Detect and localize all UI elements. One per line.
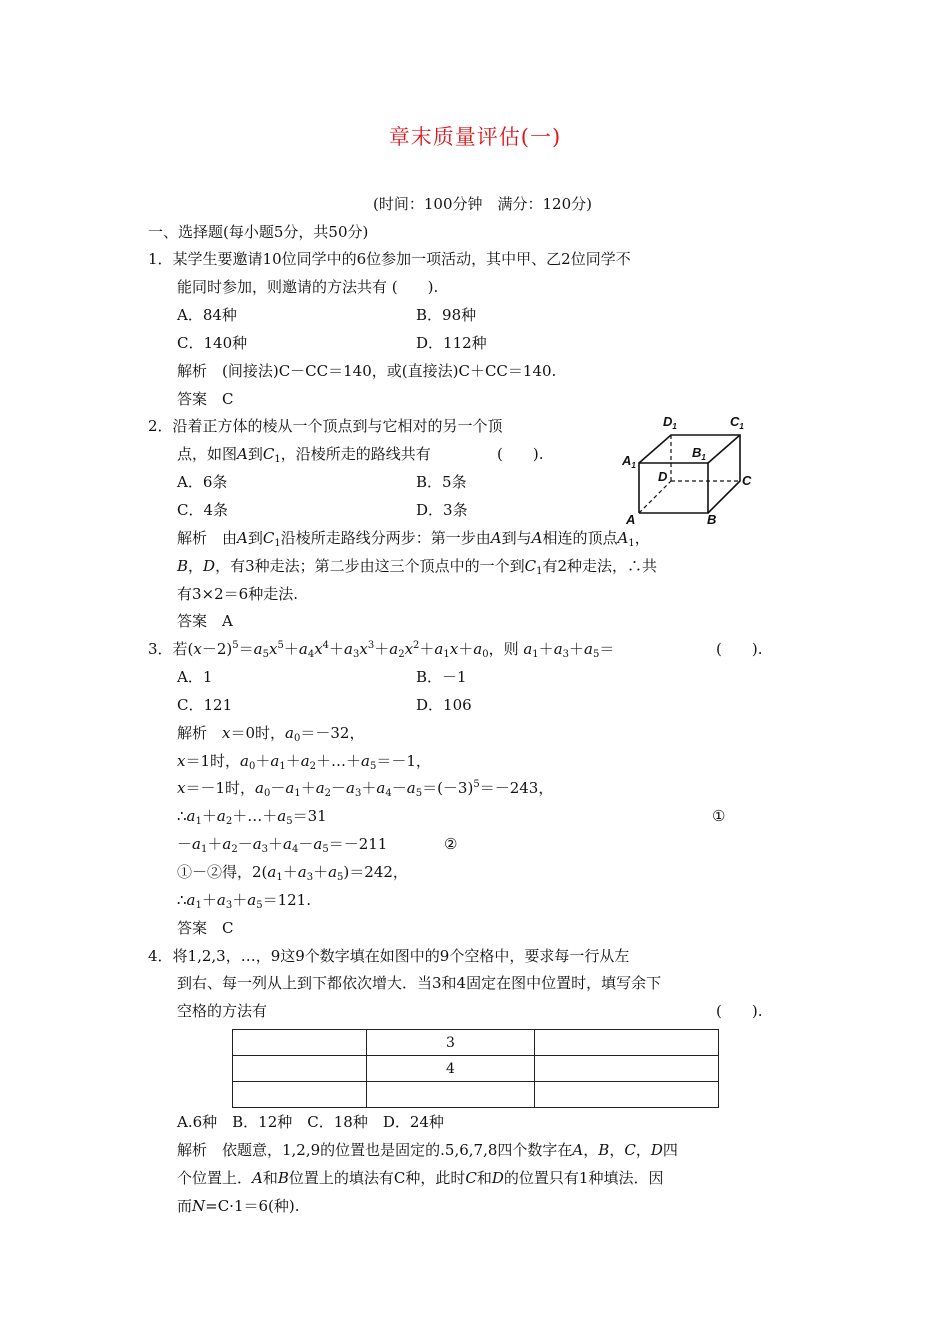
q3-answer-paren: ( ). [716, 640, 763, 658]
q3-analysis-line7: $\therefore a_1+a_3+a_5=121$. [177, 891, 311, 911]
q3-analysis-line2: x＝1时，$a_0+a_1+a_2+\dots+a_5=-1$， [177, 752, 431, 772]
q4-analysis-line1: 解析 依题意，1,2,9的位置也是固定的.5,6,7,8四个数字在A，B，C，D四 [177, 1141, 678, 1159]
q3-analysis-line3: x＝－1时，$a_0-a_1+a_2-a_3+a_4-a_5=(-3)^5=-243$， [177, 779, 554, 799]
q2-stem-line1: 2．沿着正方体的棱从一个顶点到与它相对的另一个顶 [148, 417, 503, 435]
q2-answer-paren: ( ). [497, 445, 544, 463]
q2-stem-line2: 点，如图A到$C_1$，沿棱所走的路线共有 [177, 445, 431, 465]
grid-cell [233, 1082, 367, 1108]
grid-cell [233, 1056, 367, 1082]
q3-analysis-line5: $-a_1+a_2-a_3+a_4-a_5=-211$ [177, 835, 388, 855]
q3-stem: 3．若$(x-2)^5=a_5x^5+a_4x^4+a_3x^3+a_2x^2+a_1x+a_0$，则 $a_1+a_3+a_5=$ [148, 640, 615, 660]
q1-stem-line2: 能同时参加，则邀请的方法共有 ( ). [177, 278, 439, 296]
q1-option-b: B．98种 [416, 306, 477, 324]
q3-option-c: C．121 [177, 696, 233, 714]
q2-answer: 答案 A [177, 612, 233, 630]
q4-stem-line1: 4．将1,2,3，…，9这9个数字填在如图中的9个空格中，要求每一行从左 [148, 947, 630, 965]
cube-figure [622, 410, 757, 528]
q3-option-b: B．－1 [416, 668, 467, 686]
q3-option-a: A．1 [177, 668, 213, 686]
number-grid [232, 1029, 719, 1108]
q1-stem-line1: 1．某学生要邀请10位同学中的6位参加一项活动，其中甲、乙2位同学不 [148, 250, 631, 268]
page-title: 章末质量评估(一) [388, 125, 562, 149]
label-c: C [742, 473, 752, 488]
label-b1: $B_1$ [692, 445, 706, 462]
q1-option-a: A．84种 [177, 306, 237, 324]
q3-answer: 答案 C [177, 919, 234, 937]
grid-cell: 4 [367, 1056, 535, 1082]
grid-cell [535, 1082, 719, 1108]
grid-cell [535, 1030, 719, 1056]
q3-equation-label-1: ① [712, 807, 726, 825]
grid-row [233, 1030, 719, 1056]
q2-option-c: C．4条 [177, 501, 229, 519]
grid-cell [535, 1056, 719, 1082]
label-b: B [707, 512, 717, 527]
label-d: D [658, 469, 668, 484]
grid-cell: 3 [367, 1030, 535, 1056]
q1-analysis: 解析 (间接法)C－CC＝140，或(直接法)C＋CC＝140. [177, 362, 557, 380]
q4-answer-paren: ( ). [716, 1002, 763, 1020]
q3-analysis-line6: ①－②得，$2(a_1+a_3+a_5)=242$， [177, 863, 408, 883]
q2-option-d: D．3条 [416, 501, 468, 519]
q4-analysis-line2: 个位置上．A和B位置上的填法有C种，此时C和D的位置只有1种填法．因 [177, 1169, 664, 1187]
q2-analysis-line2: B，D，有3种走法；第二步由这三个顶点中的一个到$C_1$有2种走法，∴共 [177, 557, 658, 577]
label-c1: $C_1$ [730, 414, 744, 431]
q2-analysis-line3: 有3×2＝6种走法. [177, 585, 298, 603]
q3-equation-label-2: ② [444, 835, 458, 853]
grid-cell [367, 1082, 535, 1108]
section-heading: 一、选择题(每小题5分，共50分) [148, 223, 369, 241]
q4-options: A.6种 B．12种 C．18种 D．24种 [177, 1113, 444, 1131]
exam-meta: (时间：100分钟 满分：120分) [373, 195, 592, 213]
q4-stem-line2: 到右、每一列从上到下都依次增大．当3和4固定在图中位置时，填写余下 [177, 974, 662, 992]
q3-option-d: D．106 [416, 696, 472, 714]
label-d1: $D_1$ [663, 414, 677, 431]
grid-row [233, 1056, 719, 1082]
q1-option-c: C．140种 [177, 334, 248, 352]
q4-stem-line3: 空格的方法有 [177, 1002, 268, 1020]
q3-analysis-line1: 解析 x＝0时，$a_0=-32$， [177, 724, 365, 744]
q2-option-b: B．5条 [416, 473, 467, 491]
q1-answer: 答案 C [177, 390, 234, 408]
q4-analysis-line3: 而N=C·1＝6(种). [177, 1197, 300, 1215]
q2-option-a: A．6条 [177, 473, 228, 491]
grid-row [233, 1082, 719, 1108]
label-a: A [626, 512, 636, 527]
label-a1: $A_1$ [622, 453, 636, 470]
q2-analysis-line1: 解析 由A到$C_1$沿棱所走路线分两步：第一步由A到与A相连的顶点$A_1$， [177, 529, 650, 549]
q3-analysis-line4: $\therefore a_1+a_2+\dots+a_5=31$ [177, 807, 327, 827]
q1-option-d: D．112种 [416, 334, 487, 352]
grid-cell [233, 1030, 367, 1056]
